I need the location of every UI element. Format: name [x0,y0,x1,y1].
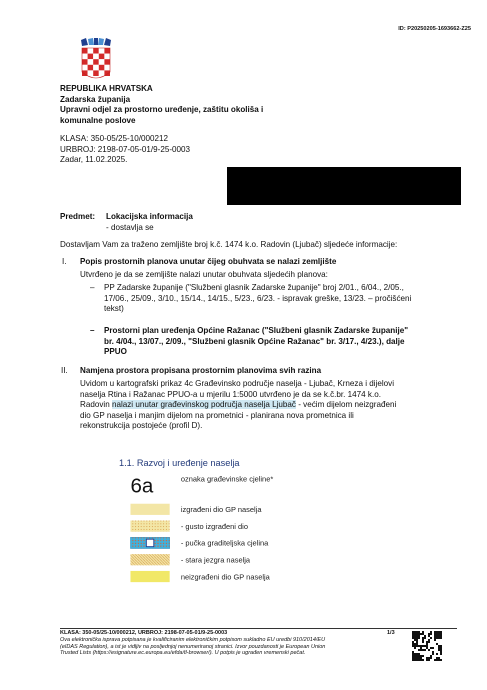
legend-swatch-unbuilt [130,571,169,582]
list-item-line: PPUO [104,347,127,357]
qr-code-icon [412,631,442,661]
reference-block [60,134,190,166]
legend-swatch-dense [130,521,169,532]
signature-note [60,637,390,657]
office-name-line2: komunalne poslove [60,115,136,125]
footer-reference: KLASA: 350-05/25-10/000212, URBROJ: 2198-07-05-01/9-25-0003 [60,630,228,636]
note-line: Ova elektronička isprava potpisana je kvalificiranim elektroničkim potpisom sukladno EU uredbi 910/2014/EU [60,637,326,643]
section1-number: I. [62,257,67,266]
legend-entry: oznaka građevinske cjeline* [180,474,274,484]
map-legend [116,472,326,612]
body-line: dio GP naselja i manjim dijelom na prometnici - planirana nova prometnica ili [80,410,354,420]
legend-swatch-built [130,504,169,515]
list-item-line: tekst) [104,304,124,314]
place-date: Zadar, 11.02.2025. [60,155,128,165]
legend-swatch-old-core [130,554,169,565]
intro-text: Dostavljam Vam za traženo zemljište broj k.č. 1474 k.o. Radovin (Ljubač) sljedeće informacije: [60,240,398,249]
body-line: naselja Rtina i Ražanac PPUO-a u mjerilu 1:5000 utvrđeno je da se k.č.br. 1474 k.o. [80,389,381,399]
document-id: ID: P20250205-1693662-Z25 [398,26,471,32]
note-line: Trusted Lists (https://esignature.ec.europa.eu/efda/tl-browser/). U potpis je ugrađen vremenski pečat. [60,650,306,656]
subject-line [60,212,193,223]
note-line: (eIDAS Regulation), a ist je vidljiv na posljednjoj nenumeriranoj stranici. Izvor pouzdanosti je European Union [60,643,326,650]
list-item-line: 17/06., 25/09., 3/10., 15/14., 14/15., 5/23., 6/23. - ispravak greške, 13/23. – pročišćeni [104,293,412,303]
list-item-line: Prostorni plan uređenja Općine Ražanac ("Službeni glasnik Zadarske županije" [104,326,409,335]
list-bullet: – [90,326,95,335]
subject-subtitle: - dostavlja se [106,223,154,232]
urbroj: URBROJ: 2198-07-05-01/9-25-0003 [60,144,191,154]
section1-title: Popis prostornih planova unutar čijeg obuhvata se nalazi zemljište [80,257,337,266]
list-bullet: – [90,283,95,292]
klasa: KLASA: 350-05/25-10/000212 [60,134,169,143]
footer-divider [60,628,457,629]
body-line [80,400,468,411]
section2-body [80,379,468,432]
subject-label: Predmet: [60,212,96,221]
section2-number: II. [61,366,68,375]
office-name-line1: Upravni odjel za prostorno uređenje, zaštitu okoliša i [60,105,264,115]
body-text: - većim dijelom neizgrađeni [295,400,397,410]
page-number: 1/3 [387,630,395,636]
body-text: Radovin [80,400,112,410]
body-line: Uvidom u kartografski prikaz 4c Građevinsko područje naselja - Ljubač, Krneza i dijelovi [80,379,395,388]
legend-entry: - pučka graditeljska cjelina [180,538,269,548]
legend-symbol-code: 6a [130,474,154,498]
legend-title: 1.1. Razvoj i uređenje naselja [119,458,240,468]
legend-entry: - stara jezgra naselja [180,555,251,565]
list-item [104,283,464,315]
issuer-block [60,84,330,126]
list-item-line: PP Zadarske županije ("Službeni glasnik Zadarske županije" broj 2/01., 6/04., 2/05., [104,283,404,292]
subject-title: Lokacijska informacija [106,212,193,221]
legend-entry: neizgrađeni dio GP naselja [180,572,270,582]
redacted-box [227,167,461,205]
body-line: rekonstrukcija postojeće (profil D). [80,421,203,431]
county-name: Zadarska županija [60,94,131,104]
legend-entry: izgrađeni dio GP naselja [180,505,262,515]
highlighted-text: nalazi unutar građevinskog područja naselja Ljubač [111,400,296,410]
section2-title: Namjena prostora propisana prostornim planovima svih razina [80,366,322,375]
legend-icon-folk [146,539,153,546]
country-name: REPUBLIKA HRVATSKA [60,84,153,93]
list-item [104,326,464,358]
coat-of-arms-icon [79,38,113,82]
list-item-line: br. 4/04., 13/07., 2/09., "Službeni glasnik Općine Ražanac" br. 3/17., 4/23.), dalje [104,336,405,346]
legend-entry: - gusto izgrađeni dio [180,521,248,531]
section1-lead: Utvrđeno je da se zemljište nalazi unutar obuhvata sljedećih planova: [80,270,328,279]
